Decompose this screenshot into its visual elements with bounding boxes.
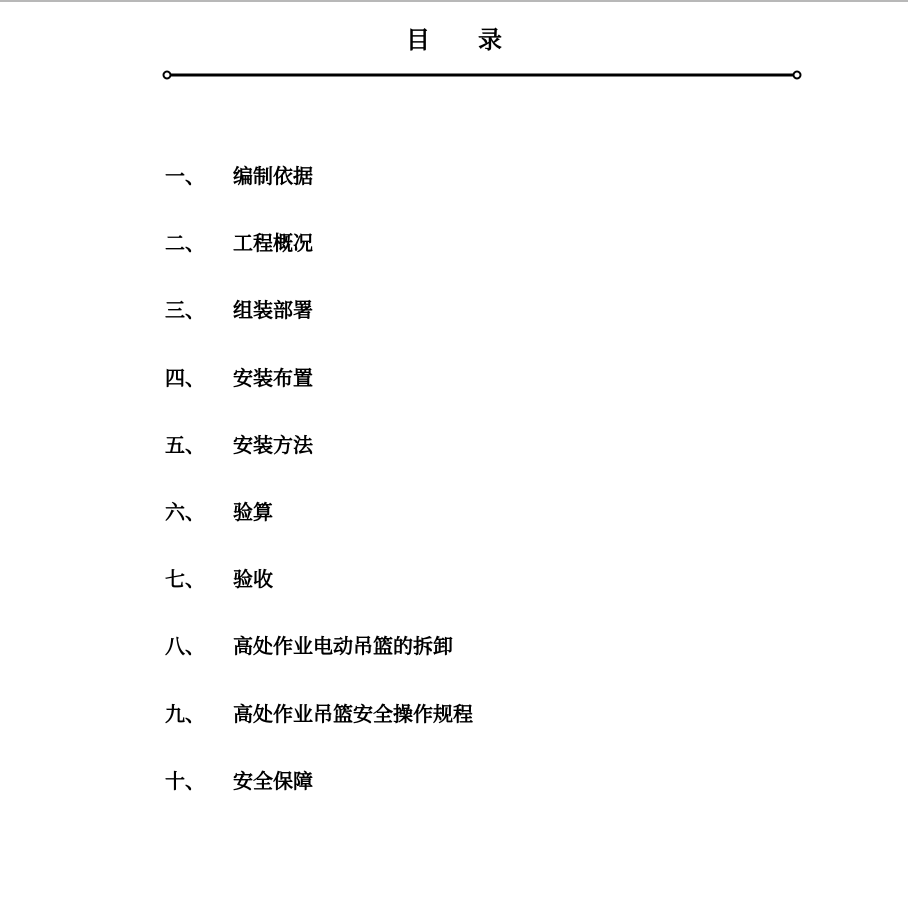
page-top-border <box>0 0 908 2</box>
toc-entry-title: 验收 <box>233 567 273 592</box>
toc-heading: 目 录 <box>406 25 502 54</box>
toc-entry-number: 三、 <box>165 298 205 323</box>
toc-entry[interactable] <box>165 427 805 494</box>
toc-entry-number: 七、 <box>165 567 205 592</box>
toc-entry-title: 安全保障 <box>233 768 313 793</box>
toc-entry[interactable] <box>165 360 805 427</box>
toc-entry[interactable] <box>165 696 805 763</box>
toc-entry-number: 五、 <box>165 432 205 457</box>
toc-entry[interactable] <box>165 292 805 359</box>
toc-entry-title: 高处作业电动吊篮的拆卸 <box>233 634 453 659</box>
toc-entry[interactable] <box>165 158 805 225</box>
toc-entry[interactable] <box>165 561 805 628</box>
toc-entry[interactable] <box>165 225 805 292</box>
title-divider-rule <box>160 66 804 84</box>
toc-entry-title: 高处作业吊篮安全操作规程 <box>233 701 473 726</box>
toc-entry[interactable] <box>165 628 805 695</box>
toc-entry-title: 安装方法 <box>233 432 313 457</box>
toc-entry-number: 四、 <box>165 365 205 390</box>
toc-entry-title: 组装部署 <box>233 298 313 323</box>
toc-entry-number: 一、 <box>165 164 205 188</box>
table-of-contents <box>165 158 805 830</box>
toc-entry-title: 安装布置 <box>233 365 313 390</box>
toc-entry-title: 编制依据 <box>233 164 313 188</box>
toc-entry[interactable] <box>165 763 805 830</box>
toc-entry-number: 九、 <box>165 701 205 726</box>
toc-entry-number: 十、 <box>165 768 205 793</box>
toc-entry-title: 工程概况 <box>233 231 313 256</box>
toc-entry-number: 二、 <box>165 231 205 256</box>
toc-entry-number: 八、 <box>165 634 205 659</box>
toc-entry-number: 六、 <box>165 499 205 524</box>
toc-entry-title: 验算 <box>233 499 273 524</box>
toc-entry[interactable] <box>165 494 805 561</box>
